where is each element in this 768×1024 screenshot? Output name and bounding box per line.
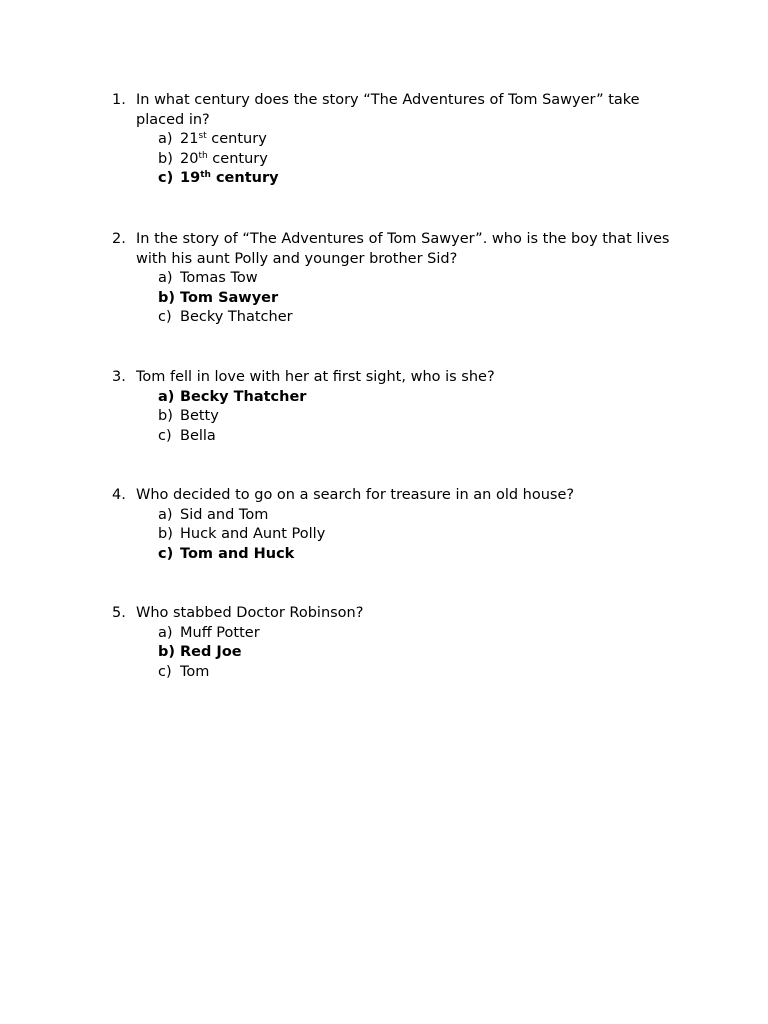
- answer-option-a: [112, 269, 672, 289]
- answer-option-b: [112, 407, 672, 427]
- ordinal-suffix: st: [198, 131, 207, 142]
- question-text: Who decided to go on a search for treasure in an old house?: [136, 487, 575, 503]
- option-letter: b): [158, 526, 173, 543]
- answer-options: [112, 130, 672, 189]
- option-letter: c): [158, 170, 174, 187]
- option-text: Red Joe: [180, 644, 242, 661]
- option-text: Bella: [180, 427, 216, 444]
- answer-option-a: [112, 624, 672, 644]
- answer-options: [112, 388, 672, 447]
- question-number: 1.: [112, 92, 126, 108]
- option-letter: c): [158, 545, 174, 562]
- option-text: Becky Thatcher: [180, 309, 293, 326]
- question-line: [112, 486, 672, 506]
- question-text: In the story of “The Adventures of Tom Sawyer”. who is the boy that lives with his aunt Polly and younger brother Sid?: [136, 231, 670, 267]
- answer-options: [112, 269, 672, 328]
- option-text: Betty: [180, 408, 219, 425]
- option-text: [180, 150, 268, 170]
- question-line: [112, 604, 672, 624]
- question-3: [112, 368, 672, 446]
- ordinal-number: 19: [180, 170, 201, 187]
- answer-option-c: [112, 663, 672, 683]
- answer-options: [112, 506, 672, 565]
- question-line: [112, 230, 672, 269]
- option-letter: a): [158, 270, 173, 287]
- question-5: [112, 604, 672, 682]
- option-letter: b): [158, 150, 173, 167]
- answer-option-c-correct: [112, 169, 672, 189]
- option-letter: a): [158, 506, 173, 523]
- option-text: Tom and Huck: [180, 545, 295, 562]
- question-line: [112, 368, 672, 388]
- ordinal-number: 21: [180, 131, 199, 148]
- option-letter: b): [158, 644, 176, 661]
- option-text: Becky Thatcher: [180, 388, 307, 405]
- option-text: Tomas Tow: [180, 270, 258, 287]
- question-text: Who stabbed Doctor Robinson?: [136, 605, 364, 621]
- question-number: 3.: [112, 369, 126, 385]
- ordinal-suffix: th: [198, 150, 208, 161]
- answer-option-c: [112, 427, 672, 447]
- option-text: Huck and Aunt Polly: [180, 526, 326, 543]
- option-letter: a): [158, 388, 175, 405]
- option-letter: b): [158, 408, 173, 425]
- answer-option-b-correct: [112, 643, 672, 663]
- answer-options: [112, 624, 672, 683]
- question-number: 5.: [112, 605, 126, 621]
- answer-option-a-correct: [112, 388, 672, 408]
- option-letter: c): [158, 309, 172, 326]
- question-number: 4.: [112, 487, 126, 503]
- option-rest: century: [210, 170, 279, 187]
- option-text: Sid and Tom: [180, 506, 269, 523]
- question-line: [112, 91, 672, 130]
- option-text: Tom Sawyer: [180, 289, 279, 306]
- option-rest: century: [207, 150, 268, 167]
- question-text: In what century does the story “The Adventures of Tom Sawyer” take placed in?: [136, 92, 640, 128]
- ordinal-number: 20: [180, 150, 199, 167]
- answer-option-a: [112, 130, 672, 150]
- answer-option-c: [112, 308, 672, 328]
- option-letter: c): [158, 427, 172, 444]
- option-letter: c): [158, 663, 172, 680]
- option-text: [180, 130, 267, 150]
- option-rest: century: [206, 131, 267, 148]
- option-letter: a): [158, 624, 173, 641]
- option-text: Muff Potter: [180, 624, 260, 641]
- question-4: [112, 486, 672, 564]
- question-2: [112, 230, 672, 328]
- ordinal-suffix: th: [200, 170, 211, 181]
- question-text: Tom fell in love with her at first sight, who is she?: [136, 369, 495, 385]
- option-text: Tom: [180, 663, 210, 680]
- answer-option-a: [112, 506, 672, 526]
- option-letter: a): [158, 131, 173, 148]
- answer-option-b-correct: [112, 289, 672, 309]
- answer-option-b: [112, 150, 672, 170]
- answer-option-b: [112, 525, 672, 545]
- question-1: [112, 91, 672, 189]
- option-letter: b): [158, 289, 176, 306]
- answer-option-c-correct: [112, 545, 672, 565]
- question-number: 2.: [112, 231, 126, 247]
- option-text: [180, 169, 279, 189]
